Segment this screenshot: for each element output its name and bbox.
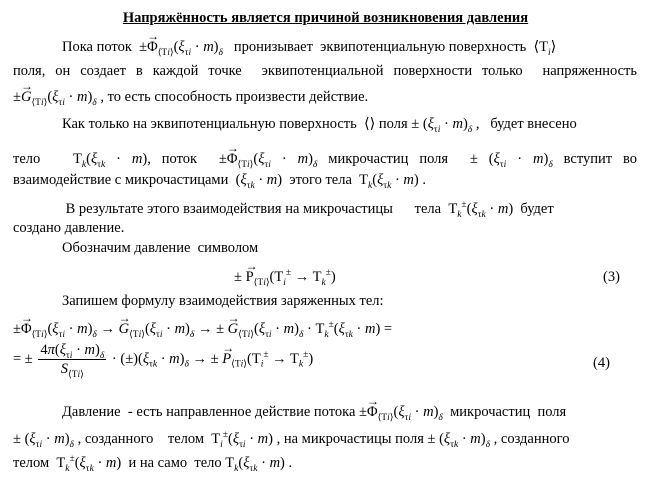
text-line-10: Запишем формулу взаимодействия заряженных тел: <box>62 293 384 309</box>
equation-number-3: (3) <box>603 269 620 285</box>
text-line-2: поля, он создает в каждой точке эквипотенциальной поверхности только напряженность <box>13 63 637 79</box>
text-line-9: Обозначим давление символом <box>62 240 259 256</box>
formula-line-2: = ± $\frac{4\pi(\xi_{\tau i} \cdot m)_\delta}{S_{⟨Ti⟩}}$ · $(\pm)(\xi_{\tau k} \cdot m)_\delta$ → ± → $P_{⟨Ti⟩}(T_i^\pm \to T_k^\pm)$ <box>13 342 313 377</box>
text-line-4: Как только на эквипотенциальную поверхность ⟨⟩ поля ± $(\xi_{\tau i} \cdot m)_\delta$ , будет внесено <box>62 116 577 135</box>
text-line-3: ±→ $G_{⟨Ti⟩}(\xi_{\tau i} \cdot m)_\delta$ , то есть способность произвести действие. <box>13 88 368 106</box>
equation-3: ± → $P_{⟨Ti⟩}(T_i^\pm \to T_k^\pm)$ <box>234 268 336 286</box>
text-line-11: Давление - есть направленное действие потока ±→ $\Phi_{⟨Ti⟩}(\xi_{\tau i} \cdot m)_\delta$ микрочастиц поля <box>62 403 566 421</box>
text-line-6: взаимодействие с микрочастицами $(\xi_{\tau k} \cdot m)$ этого тела $T_k(\xi_{\tau k} \cdot m)$ . <box>13 172 426 191</box>
text-line-7: В результате этого взаимодействия на микрочастицы тела $T_k^\pm(\xi_{\tau k} \cdot m)$ будет <box>62 200 554 220</box>
text-line-8: создано давление. <box>13 220 125 236</box>
equation-number-4: (4) <box>593 355 610 371</box>
section-title: Напряжённость является причиной возникновения давления <box>122 10 529 26</box>
text-line-12: ± $(\xi_{\tau i} \cdot m)_\delta$ , созданного телом $T_i^\pm(\xi_{\tau i} \cdot m)$ , на микрочастицы поля ± $(\xi_{\tau k} \cdot m)_\delta$ , созданного <box>13 430 570 450</box>
text-line-13: телом $T_k^\pm(\xi_{\tau k} \cdot m)$ и на само тело $T_k(\xi_{\tau k} \cdot m)$ . <box>13 454 293 474</box>
formula-line-1: ±→ $\Phi_{⟨Ti⟩}(\xi_{\tau i} \cdot m)_\delta$ → → $G_{⟨Ti⟩}(\xi_{\tau i} \cdot m)_\delta$ → ± → $G_{⟨Ti⟩}(\xi_{\tau i} \cdot m)_\delta \cdot T_k^\pm(\xi_{\tau k} \cdot m)$ = <box>13 320 392 338</box>
text-line-1: Пока поток ±→ $\Phi_{⟨Ti⟩}(\xi_{\tau i} \cdot m)_\delta$ пронизывает эквипотенциальную поверхность $⟨T_i⟩$ <box>62 38 556 56</box>
text-line-5: тело $T_k(\xi_{\tau k} \cdot m)$, поток ±→ $\Phi_{⟨Ti⟩}(\xi_{\tau i} \cdot m)_\delta$ микрочастиц поля ± $(\xi_{\tau i} \cdot m)_\delta$ вступит во <box>13 150 637 168</box>
fraction: $\frac{4\pi(\xi_{\tau i} \cdot m)_\delta}{S_{⟨Ti⟩}}$ <box>40 342 105 380</box>
